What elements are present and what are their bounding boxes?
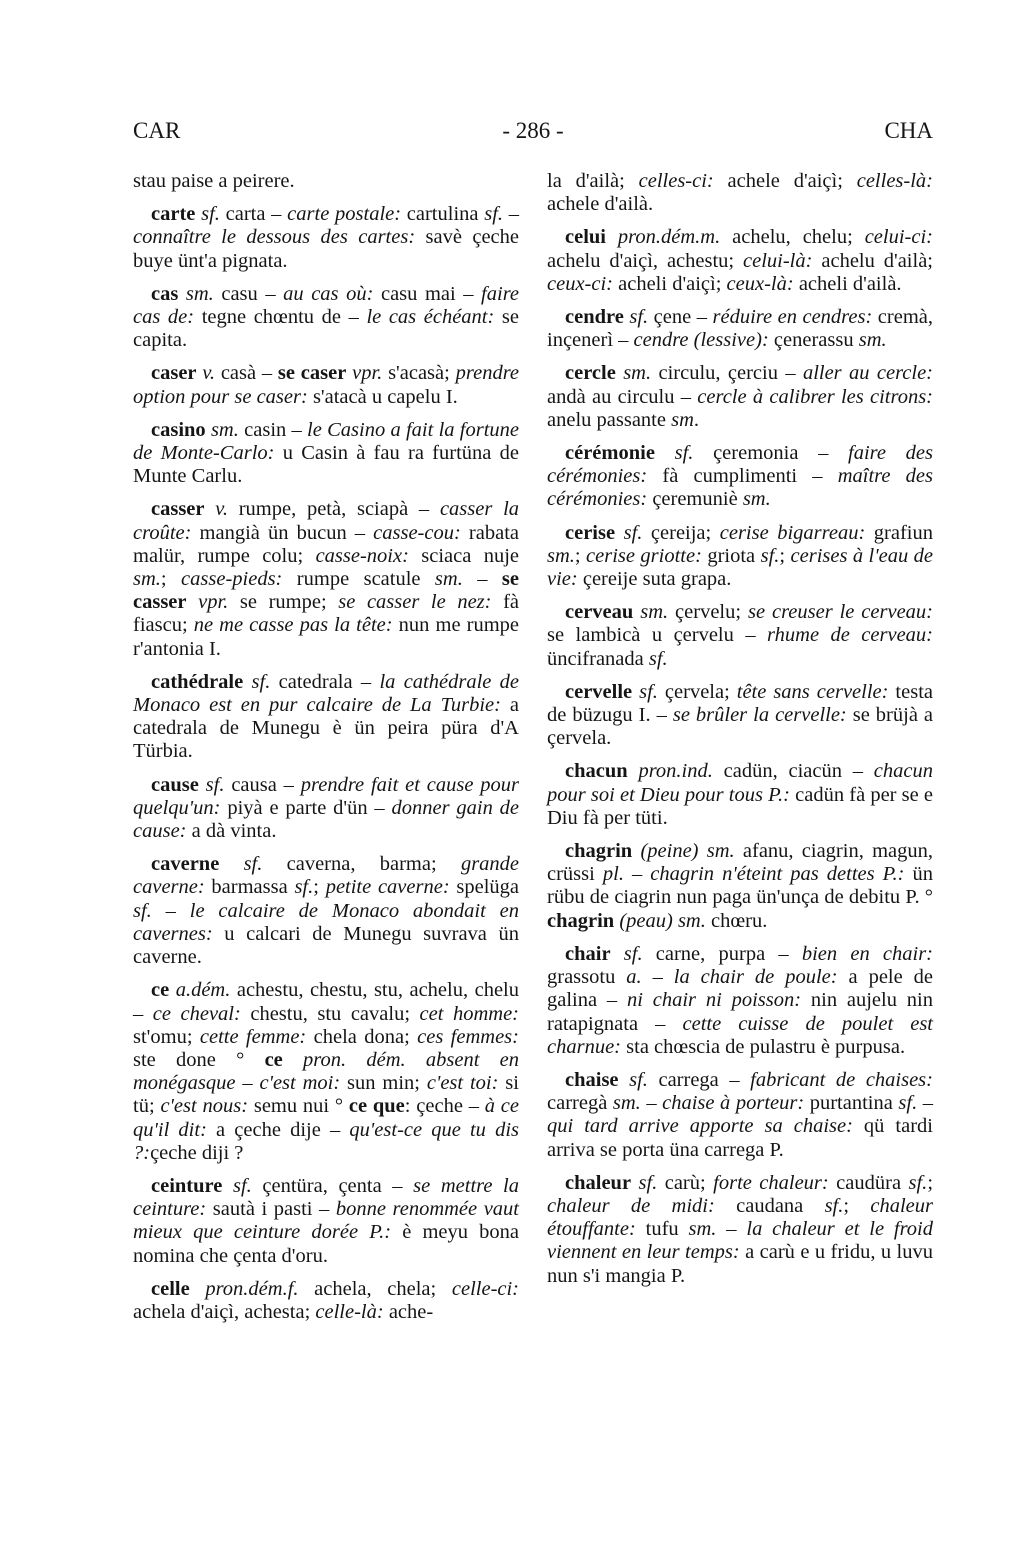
- headword: ce: [151, 979, 170, 1002]
- entry-text: [187, 591, 199, 613]
- entry-text: çervela;: [657, 680, 737, 703]
- entry-text: : çeche –: [404, 1095, 485, 1118]
- dictionary-entry: [133, 362, 519, 408]
- entry-text: [615, 522, 624, 544]
- headword: cervelle: [565, 680, 633, 703]
- entry-text: çeremonia –: [693, 442, 849, 465]
- entry-text: chœru.: [705, 909, 768, 932]
- continued-entry: [547, 170, 933, 216]
- french-example: se mettre la ceinture:: [133, 1174, 520, 1221]
- entry-text: se lambicà u çervelu –: [547, 624, 768, 647]
- grammar-label: sf.: [824, 1194, 844, 1217]
- french-example: petite caverne:: [325, 876, 450, 899]
- headword: cas: [151, 282, 179, 305]
- french-example: celle-ci:: [451, 1277, 520, 1300]
- entry-text: caudana: [714, 1194, 825, 1217]
- grammar-label: sm.: [434, 568, 463, 591]
- entry-text: –: [640, 1092, 663, 1115]
- grammar-label: sf.: [232, 1174, 252, 1197]
- entry-text: chestu, stu cavalu;: [240, 1002, 420, 1025]
- french-example: le calcaire de Monaco abondait en cavernes:: [133, 899, 520, 945]
- entry-text: rumpe, petà, sciapà –: [227, 498, 440, 521]
- grammar-label: sf.: [629, 1068, 648, 1091]
- entry-text: [222, 1175, 233, 1197]
- headword: caser: [151, 362, 197, 385]
- grammar-label: sf.: [623, 942, 643, 965]
- grammar-label: sf.: [639, 680, 658, 703]
- dictionary-entry: [547, 226, 933, 296]
- grammar-label: sf.: [648, 647, 668, 670]
- entry-text: spelüga: [449, 876, 520, 899]
- entry-text: [611, 943, 624, 965]
- french-example: à ce qu'il dit:: [133, 1095, 519, 1141]
- french-example: faire des cérémonies:: [547, 442, 933, 488]
- entry-text: casu –: [213, 282, 284, 305]
- entry-text: ün rübu de ciagrin nun paga ün'unça de debitu P. °: [547, 863, 934, 909]
- dictionary-entry: [547, 306, 933, 352]
- french-example: cerises à l'eau de vie:: [547, 544, 933, 591]
- dictionary-entry: [547, 943, 933, 1059]
- french-example: celui-là:: [743, 249, 813, 272]
- entry-text: u Casin à fau ra furtüna de Munte Carlu.: [133, 442, 519, 488]
- entry-text: üncifranada: [547, 647, 649, 670]
- french-example: tête sans cervelle:: [736, 680, 889, 703]
- french-example: c'est toi:: [426, 1072, 499, 1095]
- french-example: au cas où:: [283, 282, 374, 305]
- french-example: connaître le dessous des cartes:: [133, 226, 416, 249]
- grammar-label: sf.: [484, 203, 504, 226]
- headword: chagrin: [565, 840, 633, 863]
- entry-text: [205, 498, 216, 520]
- entry-text: –: [917, 1092, 933, 1115]
- entry-text: çereija;: [642, 521, 720, 544]
- entry-text: çereije suta grapa.: [577, 568, 732, 591]
- entry-text: –: [641, 966, 674, 989]
- entry-text: –: [235, 1072, 260, 1095]
- headword: ce que: [348, 1095, 405, 1118]
- headword: casino: [151, 418, 206, 441]
- page-header: [133, 118, 933, 150]
- entry-text: ;: [574, 544, 587, 567]
- entry-text: ste done °: [133, 1048, 265, 1071]
- right-column: [547, 170, 933, 1298]
- entry-text: ;: [843, 1194, 871, 1217]
- dictionary-entry: [547, 681, 933, 751]
- entry-text: cremà, inçenerì –: [547, 306, 934, 352]
- entry-text: caverna, barma;: [262, 853, 461, 876]
- entry-text: grafiun: [865, 521, 933, 544]
- entry-text: [628, 760, 639, 782]
- french-example: ce cheval:: [152, 1002, 241, 1025]
- french-example: chacun pour soi et Dieu pour tous P.:: [547, 760, 933, 806]
- french-example: se creuser le cerveau:: [747, 601, 934, 624]
- entry-text: a carù e u fridu, u luvu nun s'i mangia P.: [547, 1241, 933, 1287]
- entry-text: sautà i pasti –: [206, 1198, 336, 1221]
- entry-text: cadün fà per se e Diu fà per tüti.: [547, 783, 933, 829]
- entry-text: circulu, çerciu –: [651, 362, 803, 385]
- entry-text: –: [716, 1218, 747, 1241]
- grammar-label: sm: [671, 408, 694, 431]
- entry-text: .: [693, 408, 700, 431]
- entry-text: casà –: [215, 362, 278, 385]
- entry-text: cadün, ciacün –: [712, 760, 874, 783]
- entry-text: çeche diji ?: [150, 1141, 244, 1164]
- grammar-label: sf.: [294, 876, 314, 899]
- grammar-label: sf.: [629, 306, 649, 329]
- entry-text: carrega –: [647, 1068, 751, 1091]
- entry-text: u calcari de Munegu suvrava ün caverne.: [133, 922, 519, 969]
- headword: chaleur: [565, 1171, 632, 1194]
- entry-text: çervelu;: [668, 601, 748, 624]
- entry-text: çeremuniè: [647, 488, 743, 511]
- french-example: le cas échéant:: [366, 306, 495, 329]
- dictionary-entry: [133, 774, 519, 844]
- french-example: qui tard arrive apporte sa chaise:: [547, 1115, 853, 1138]
- entry-text: nun me rumpe r'antonia I.: [133, 614, 519, 660]
- entry-text: sta chœscia de pulastru è purpusa.: [621, 1035, 906, 1058]
- grammar-label: sm.: [133, 568, 161, 591]
- grammar-label: sf.: [674, 442, 694, 465]
- french-example: maître des cérémonies:: [547, 465, 934, 511]
- entry-text: [199, 774, 206, 796]
- grammar-label: sm.: [547, 544, 575, 567]
- french-example: ceux-là:: [726, 272, 794, 295]
- french-example: prendre fait et cause pour quelqu'un:: [133, 773, 520, 819]
- french-example: bien en chair:: [801, 942, 934, 965]
- entry-text: rumpe scatule: [282, 568, 435, 591]
- grammar-label: sf.: [908, 1171, 928, 1194]
- header-right-guideword: CHA: [884, 118, 933, 143]
- header-left-guideword: CAR: [133, 118, 181, 143]
- dictionary-entry: [547, 840, 933, 933]
- french-example: celles-là:: [856, 170, 933, 192]
- entry-text: –: [462, 568, 502, 591]
- entry-text: barmassa: [204, 876, 295, 899]
- entry-text: çentüra, çenta –: [251, 1174, 414, 1197]
- entry-text: carta –: [219, 203, 288, 226]
- entry-text: –: [151, 899, 190, 922]
- entry-text: achelu d'aiçì, achestu;: [547, 249, 744, 272]
- entry-text: grassotu: [547, 966, 627, 989]
- entry-text: casin –: [238, 418, 308, 441]
- headword: celle: [151, 1277, 190, 1300]
- entry-text: savè çeche buye ünt'a pignata.: [133, 226, 519, 272]
- grammar-label: sf.: [638, 1171, 658, 1194]
- french-example: chaleur étouffante:: [547, 1194, 933, 1241]
- entry-text: carù;: [657, 1171, 714, 1194]
- entry-text: ;: [313, 876, 326, 899]
- entry-text: carne, purpa –: [642, 942, 802, 965]
- french-example: c'est nous:: [160, 1095, 249, 1118]
- headword: se caser: [277, 362, 347, 385]
- entry-text: [178, 283, 186, 305]
- grammar-label: sm.: [742, 488, 771, 511]
- entry-text: sciaca nuje: [408, 544, 519, 567]
- dictionary-entry: [133, 979, 519, 1165]
- entry-text: se capita.: [133, 306, 520, 352]
- entry-text: s'atacà u capelu I.: [307, 385, 458, 408]
- grammar-label: vpr.: [352, 362, 383, 385]
- grammar-label: sf.: [898, 1092, 918, 1115]
- entry-text: ;: [779, 544, 791, 567]
- headword: cendre: [565, 306, 624, 329]
- french-example: chaleur de midi:: [547, 1194, 715, 1217]
- headword: cause: [151, 773, 199, 796]
- entry-text: griota: [701, 544, 761, 567]
- grammar-label: v.: [202, 362, 216, 385]
- french-example: celles-ci:: [638, 170, 714, 192]
- grammar-label: sm.: [185, 282, 214, 305]
- entry-text: caudüra: [828, 1171, 909, 1194]
- entry-text: [655, 442, 675, 464]
- entry-text: si tü;: [133, 1072, 519, 1118]
- french-example: forte chaleur:: [713, 1171, 829, 1194]
- entry-text: nin aujelu nin ratapignata –: [547, 989, 933, 1035]
- french-example: faire cas de:: [133, 282, 520, 329]
- entry-text: qü tardi arriva se porta üna carrega P.: [547, 1115, 933, 1161]
- grammar-label: pron.dém.f.: [205, 1277, 299, 1300]
- headword: carte: [151, 203, 196, 226]
- entry-text: –: [503, 203, 520, 226]
- grammar-label: sm.: [858, 329, 887, 352]
- french-example: casse-pieds:: [181, 568, 283, 591]
- headword: ce: [264, 1048, 283, 1071]
- french-example: ni chair ni poisson:: [626, 989, 802, 1012]
- french-example: cercle à calibrer les citrons:: [697, 385, 933, 408]
- headword: chagrin: [547, 909, 615, 932]
- headword: ceinture: [151, 1174, 223, 1197]
- headword: chair: [565, 942, 611, 965]
- french-example: grande caverne:: [133, 853, 520, 899]
- headword: cathédrale: [151, 670, 244, 693]
- dictionary-entry: [547, 601, 933, 671]
- headword: chacun: [565, 760, 628, 783]
- entry-text: [619, 1069, 630, 1091]
- dictionary-entry: [133, 853, 519, 969]
- entry-text: stau paise a peirere.: [133, 170, 295, 192]
- grammar-label: sm.: [640, 601, 669, 624]
- headword: cercle: [565, 362, 616, 385]
- grammar-label: v.: [215, 498, 228, 521]
- entry-text: tufu: [635, 1218, 689, 1241]
- headword: cerise: [565, 521, 616, 544]
- entry-text: acheli d'aiçì;: [613, 272, 727, 295]
- entry-text: catedrala –: [270, 670, 380, 693]
- entry-text: fà cumplimenti –: [647, 465, 838, 488]
- headword: chaise: [565, 1068, 619, 1091]
- entry-text: semu nui °: [248, 1095, 349, 1118]
- entry-text: achela, chela;: [298, 1277, 452, 1300]
- dictionary-entry: [547, 1069, 933, 1162]
- french-example: réduire en cendres:: [712, 306, 873, 329]
- entry-text: afanu, ciagrin, magun, crüssi: [547, 840, 933, 886]
- entry-text: achela d'aiçì, achesta;: [133, 1300, 316, 1323]
- french-example: aller au cercle:: [802, 362, 934, 385]
- entry-text: acheli d'ailà.: [793, 272, 902, 295]
- entry-text: fà fiascu;: [133, 591, 520, 637]
- entry-text: çenerassu: [768, 329, 859, 352]
- french-example: prendre option pour se caser:: [133, 362, 520, 408]
- entry-text: achele d'aiçì;: [713, 170, 857, 192]
- french-example: ces femmes:: [417, 1025, 519, 1048]
- grammar-label: pron. dém. absent en monégasque: [133, 1048, 519, 1095]
- headword: cérémonie: [565, 442, 655, 465]
- french-example: la chaleur et le froid viennent en leur temps:: [547, 1218, 933, 1264]
- entry-text: [243, 671, 251, 693]
- headword: caverne: [151, 853, 220, 876]
- entry-text: andà au circulu –: [547, 385, 698, 408]
- french-example: ceux-ci:: [547, 272, 613, 295]
- headword: celui: [565, 226, 606, 249]
- entry-text: –: [623, 863, 651, 886]
- dictionary-entry: [133, 419, 519, 489]
- french-example: se casser le nez:: [338, 591, 492, 614]
- dictionary-entry: [547, 1172, 933, 1288]
- french-example: cette femme:: [199, 1025, 307, 1048]
- entry-text: achestu, chestu, stu, achelu, chelu –: [133, 979, 519, 1025]
- french-example: cerise griotte:: [586, 544, 702, 567]
- dictionary-entry: [133, 1175, 519, 1268]
- french-example: la cathédrale de Monaco est en pur calcaire de La Turbie:: [133, 670, 520, 717]
- entry-text: casu mai –: [373, 282, 482, 305]
- grammar-label: sf.: [251, 670, 271, 693]
- french-example: casse-noix:: [315, 544, 409, 567]
- entry-text: rabata malür, rumpe colu;: [133, 521, 519, 567]
- entry-text: achele d'ailà.: [547, 193, 654, 216]
- entry-text: è meyu bona nomina che çenta d'oru.: [133, 1221, 519, 1267]
- grammar-label: sf.: [623, 521, 643, 544]
- left-column: [133, 170, 519, 1334]
- french-example: fabricant de chaises:: [750, 1068, 933, 1091]
- entry-text: sun min;: [340, 1072, 427, 1095]
- entry-text: st'omu;: [133, 1025, 200, 1048]
- entry-text: achelu d'ailà;: [812, 249, 933, 272]
- grammar-label: pron.ind.: [638, 760, 713, 783]
- grammar-label: sm.: [688, 1218, 717, 1241]
- dictionary-entry: [133, 1278, 519, 1324]
- french-example: ne me casse pas la tête:: [193, 614, 393, 637]
- grammar-label: a.: [626, 966, 642, 989]
- grammar-label: sf.: [760, 544, 780, 567]
- dictionary-entry: [133, 283, 519, 353]
- entry-text: ache-: [383, 1300, 434, 1323]
- entry-text: a catedrala de Munegu è ün peira püra d'A Türbia.: [133, 694, 519, 763]
- entry-text: carregà: [547, 1092, 613, 1115]
- grammar-label: pron.dém.m.: [617, 226, 721, 249]
- entry-text: a dà vinta.: [186, 820, 277, 843]
- french-example: cendre (lessive):: [633, 329, 769, 352]
- entry-text: la d'ailà;: [547, 170, 639, 192]
- dictionary-entry: [547, 760, 933, 830]
- french-example: la chair de poule:: [673, 966, 838, 989]
- grammar-label: pl.: [602, 863, 624, 886]
- french-example: bonne renommée vaut mieux que ceinture dorée P.:: [133, 1198, 519, 1244]
- entry-text: causa –: [224, 773, 301, 796]
- french-example: donner gain de cause:: [133, 796, 519, 843]
- entry-text: çene –: [648, 306, 713, 329]
- french-example: cerise bigarreau:: [719, 521, 866, 544]
- dictionary-entry: [133, 203, 519, 273]
- french-example: carte postale:: [287, 203, 402, 226]
- entry-text: mangià ün bucun –: [191, 521, 374, 544]
- entry-text: a çeche dije –: [206, 1118, 350, 1141]
- entry-text: chela dona;: [306, 1025, 418, 1048]
- dictionary-entry: [133, 671, 519, 764]
- french-example: c'est moi:: [259, 1072, 341, 1095]
- dictionary-entry: [547, 362, 933, 432]
- entry-text: s'acasà;: [382, 362, 456, 385]
- grammar-label: sm.: [623, 362, 652, 385]
- entry-text: se brüjà a çervela.: [547, 704, 934, 750]
- dictionary-entry: [133, 498, 519, 660]
- grammar-label: sf.: [205, 773, 225, 796]
- french-example: le Casino a fait la fortune de Monte-Carlo:: [133, 418, 519, 465]
- entry-text: [283, 1049, 303, 1071]
- entry-text: testa de büzugu I. –: [547, 680, 933, 727]
- french-example: celui-ci:: [864, 226, 933, 249]
- entry-text: ;: [160, 568, 182, 591]
- dictionary-entry: [547, 522, 933, 592]
- grammar-label: sm.: [210, 418, 239, 441]
- entry-text: purtantina: [804, 1092, 899, 1115]
- french-example: celle-là:: [315, 1300, 384, 1323]
- french-example: qu'est-ce que tu dis ?:: [133, 1118, 520, 1164]
- entry-text: ;: [927, 1171, 934, 1194]
- entry-text: a pele de galina –: [547, 966, 934, 1012]
- grammar-label: sf.: [243, 853, 263, 876]
- entry-text: achelu, chelu;: [720, 226, 865, 249]
- grammar-label: sm.: [612, 1092, 641, 1115]
- french-example: casse-cou:: [373, 521, 461, 544]
- grammar-label: vpr.: [198, 591, 229, 614]
- page-number: - 286 -: [502, 118, 564, 143]
- french-example: se brûler la cervelle:: [672, 704, 847, 727]
- entry-text: piyà e parte d'ün –: [220, 796, 392, 819]
- french-example: chaise à porteur:: [662, 1092, 805, 1115]
- entry-text: [219, 853, 243, 875]
- entry-text: [190, 1278, 206, 1300]
- dictionary-entry: [547, 442, 933, 512]
- grammar-label: (peine) sm.: [640, 840, 735, 863]
- entry-text: se rumpe;: [228, 591, 339, 614]
- entry-text: [606, 226, 618, 248]
- headword: se casser: [133, 568, 519, 614]
- french-example: chagrin n'éteint pas dettes P.:: [650, 863, 905, 886]
- french-example: rhume de cerveau:: [767, 624, 934, 647]
- french-example: cet homme:: [419, 1002, 519, 1025]
- entry-text: anelu passante: [547, 408, 672, 431]
- french-example: casser la croûte:: [133, 498, 520, 544]
- grammar-label: sf.: [133, 899, 152, 922]
- entry-text: cartulina: [401, 203, 485, 226]
- french-example: cette cuisse de poulet est charnue:: [547, 1012, 934, 1058]
- headword: cerveau: [565, 601, 634, 624]
- grammar-label: (peau) sm.: [619, 909, 706, 932]
- entry-text: tegne chœntu de –: [194, 306, 367, 329]
- grammar-label: sf.: [201, 203, 220, 226]
- continued-entry: [133, 170, 519, 193]
- grammar-label: a.dém.: [175, 979, 231, 1002]
- headword: casser: [151, 498, 205, 521]
